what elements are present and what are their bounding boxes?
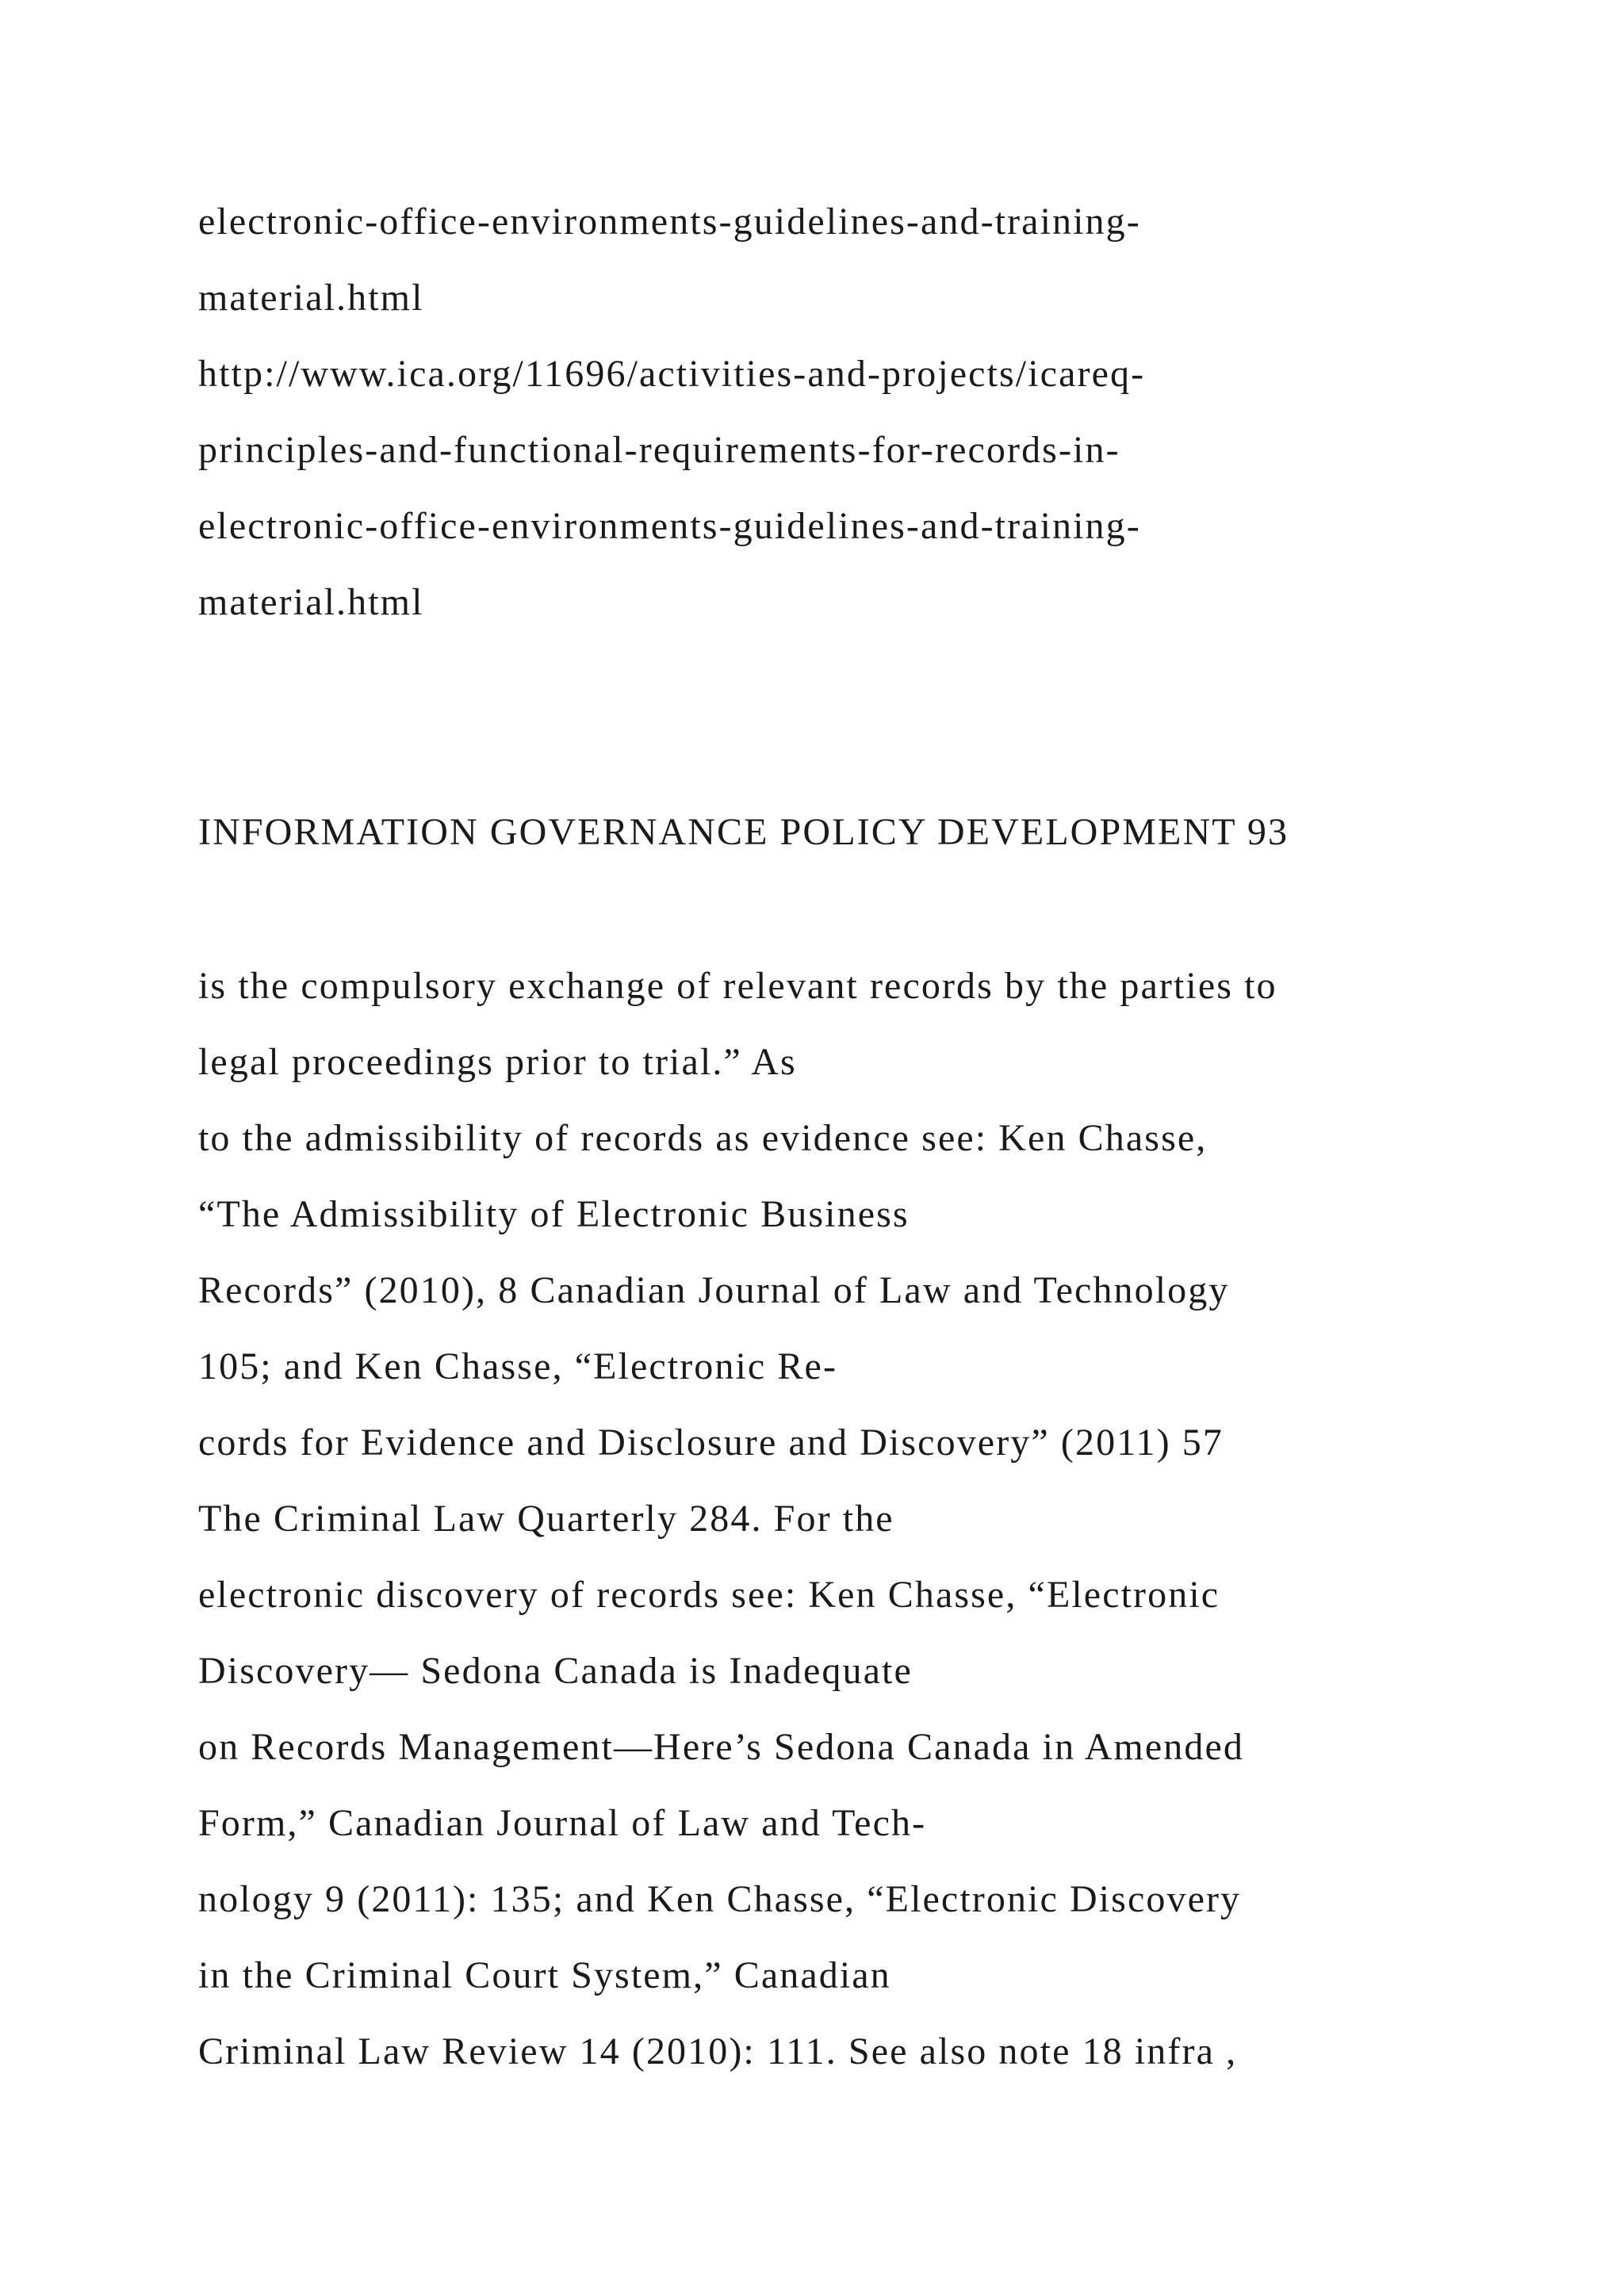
url-line: material.html — [198, 581, 424, 623]
body-text-line: Form,” Canadian Journal of Law and Tech- — [198, 1802, 927, 1844]
body-text-line: Discovery— Sedona Canada is Inadequate — [198, 1650, 913, 1692]
body-text-line: legal proceedings prior to trial.” As — [198, 1041, 797, 1083]
url-line: material.html — [198, 277, 424, 319]
body-text-line: to the admissibility of records as evidence see: Ken Chasse, — [198, 1117, 1208, 1159]
body-text-line: electronic discovery of records see: Ken Chasse, “Electronic — [198, 1574, 1220, 1616]
body-text-line: 105; and Ken Chasse, “Electronic Re- — [198, 1345, 838, 1387]
body-text-line: on Records Management—Here’s Sedona Canada in Amended — [198, 1726, 1244, 1768]
url-line: principles-and-functional-requirements-for-records-in- — [198, 429, 1120, 471]
url-line: electronic-office-environments-guidelines-and-training- — [198, 201, 1141, 243]
body-text-line: in the Criminal Court System,” Canadian — [198, 1954, 891, 1996]
body-text-line: is the compulsory exchange of relevant records by the parties to — [198, 965, 1277, 1007]
body-text-line: The Criminal Law Quarterly 284. For the — [198, 1498, 894, 1540]
url-line: electronic-office-environments-guidelines-and-training- — [198, 505, 1141, 547]
running-header: INFORMATION GOVERNANCE POLICY DEVELOPMENT 93 — [198, 811, 1289, 853]
body-text-line: Records” (2010), 8 Canadian Journal of Law and Technology — [198, 1269, 1230, 1311]
body-text-line: nology 9 (2011): 135; and Ken Chasse, “Electronic Discovery — [198, 1878, 1242, 1920]
body-text-line: “The Admissibility of Electronic Business — [198, 1193, 910, 1235]
body-text-line: Criminal Law Review 14 (2010): 111. See also note 18 infra , — [198, 2030, 1238, 2072]
body-text-line: cords for Evidence and Disclosure and Discovery” (2011) 57 — [198, 1422, 1224, 1464]
url-line: http://www.ica.org/11696/activities-and-projects/icareq- — [198, 353, 1146, 395]
